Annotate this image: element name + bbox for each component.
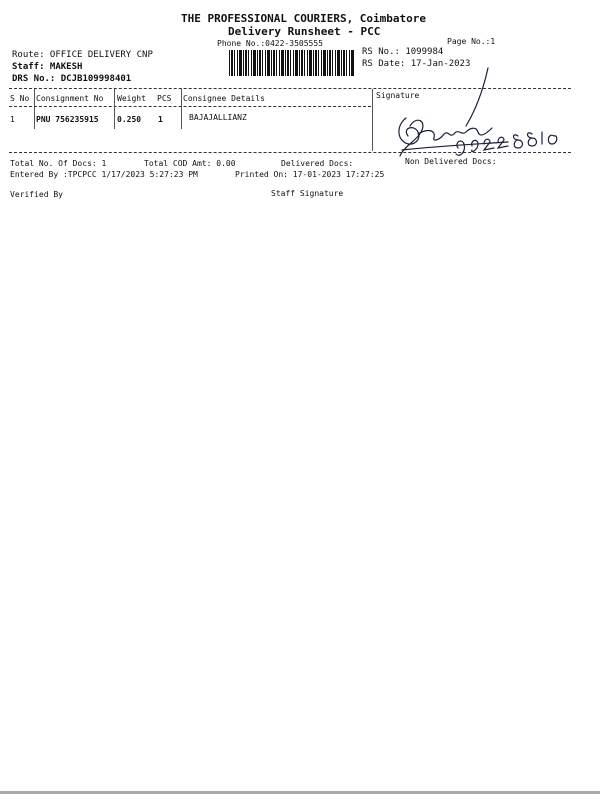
drs-number: DRS No.: DCJB109998401 <box>12 74 132 84</box>
verified-by: Verified By <box>10 190 63 199</box>
col-divider <box>372 89 373 151</box>
page-number: Page No.:1 <box>447 37 496 46</box>
header-bottom-rule <box>9 106 371 107</box>
total-docs: Total No. Of Docs: 1 <box>10 159 107 168</box>
col-divider <box>34 89 35 129</box>
row-consignee: BAJAJALLIANZ <box>189 113 247 122</box>
col-header-pcs: PCS <box>157 94 172 103</box>
col-divider <box>114 89 115 129</box>
col-header-weight: Weight <box>117 94 146 103</box>
handwritten-signature <box>388 66 568 166</box>
printed-on: Printed On: 17-01-2023 17:27:25 <box>235 170 385 179</box>
non-delivered-docs: Non Delivered Docs: <box>405 157 497 166</box>
scan-edge <box>0 791 600 794</box>
row-consignment: PNU 756235915 <box>36 115 99 124</box>
route-label: Route: OFFICE DELIVERY CNP <box>12 50 153 60</box>
col-header-consignment: Consignment No <box>36 94 104 103</box>
col-header-signature: Signature <box>376 91 420 100</box>
phone-number: Phone No.:0422-3505555 <box>217 39 323 48</box>
row-weight: 0.250 <box>117 115 142 124</box>
delivered-docs: Delivered Docs: <box>281 159 354 168</box>
col-header-consignee: Consignee Details <box>183 94 265 103</box>
company-title: THE PROFESSIONAL COURIERS, Coimbatore <box>181 12 427 25</box>
staff-signature: Staff Signature <box>271 189 344 198</box>
entered-by: Entered By :TPCPCC 1/17/2023 5:27:23 PM <box>10 170 198 179</box>
total-cod: Total COD Amt: 0.00 <box>144 159 236 168</box>
rs-date: RS Date: 17-Jan-2023 <box>362 59 471 69</box>
runsheet-title: Delivery Runsheet - PCC <box>228 25 381 38</box>
row-sno: 1 <box>10 115 15 124</box>
barcode-image <box>229 50 354 76</box>
staff-label: Staff: MAKESH <box>12 62 83 72</box>
rs-number: RS No.: 1099984 <box>362 47 444 57</box>
col-divider <box>181 89 182 129</box>
row-pcs: 1 <box>158 115 163 124</box>
col-header-sno: S No <box>10 94 30 103</box>
